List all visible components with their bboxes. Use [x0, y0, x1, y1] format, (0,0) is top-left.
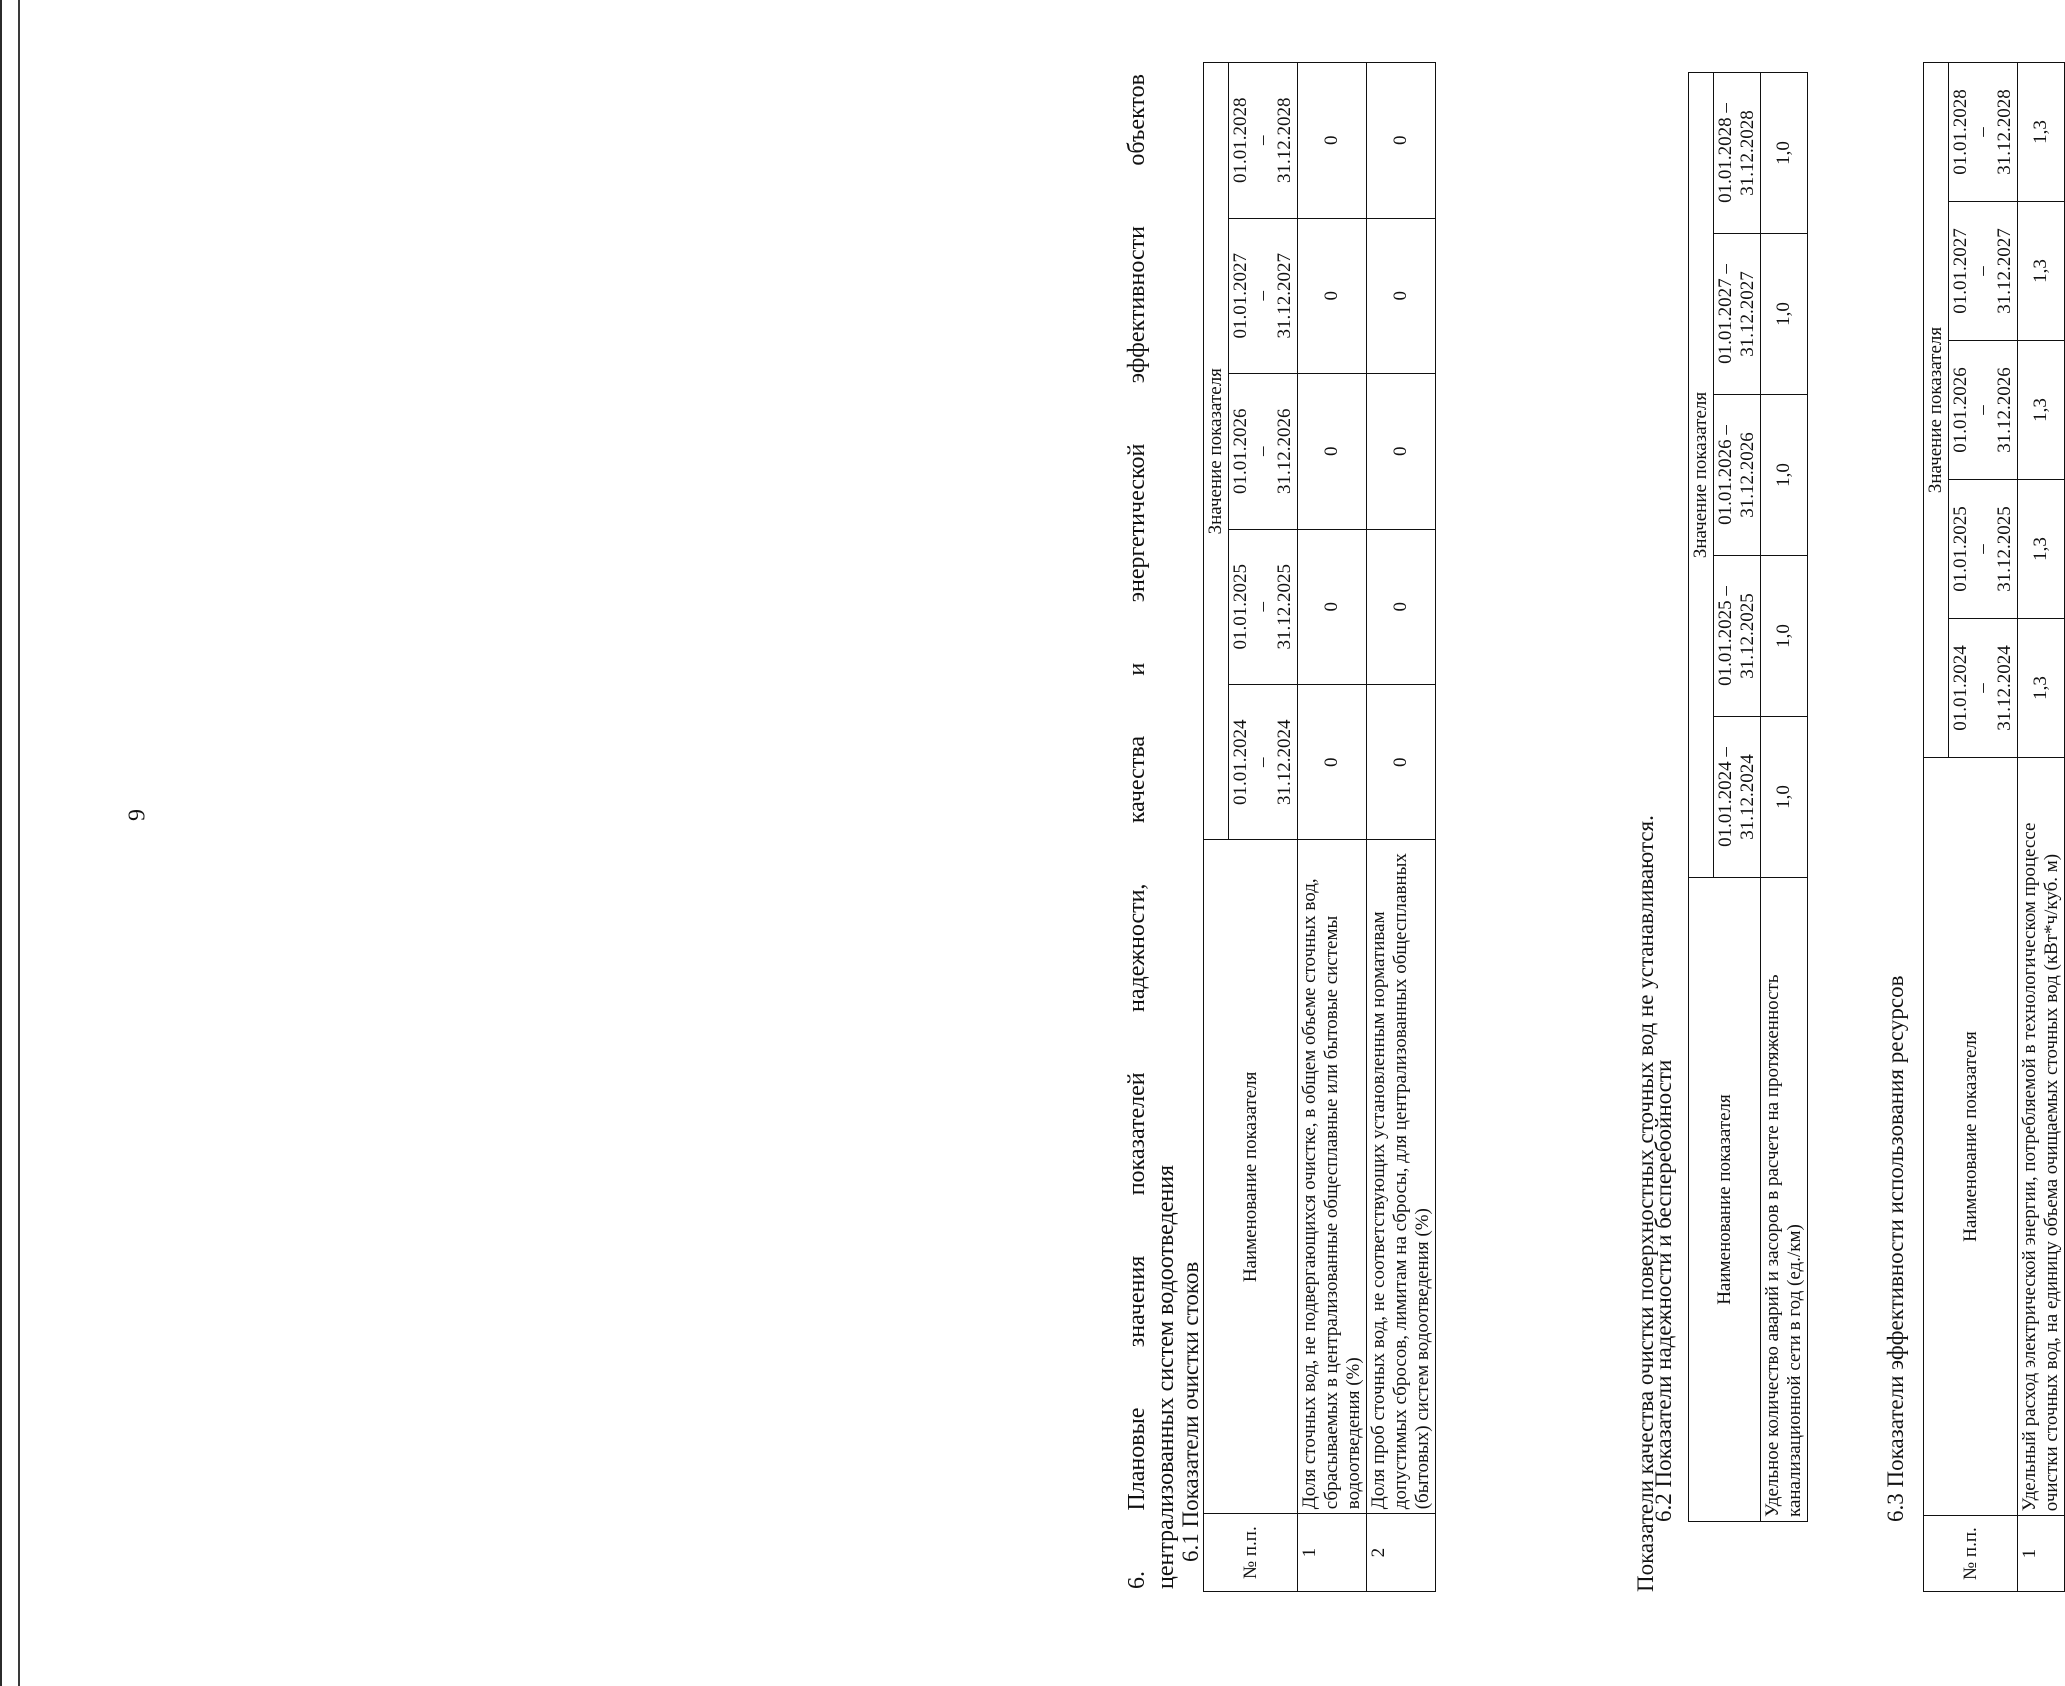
- row-value: 0: [1367, 63, 1436, 219]
- table-row: [2018, 63, 2065, 1592]
- table-row: [1298, 63, 1367, 1592]
- row-num: 1: [2018, 1516, 2065, 1592]
- header-value: Значение показателя: [1689, 73, 1714, 878]
- period-to: 31.12.2027: [1994, 228, 2015, 314]
- period-dash: –: [1972, 266, 1993, 276]
- period-header: [1949, 619, 2018, 758]
- table-row: [1367, 63, 1436, 1592]
- title-word: 6.: [1124, 1571, 1150, 1589]
- row-name: Удельное количество аварий и засоров в расчете на протяженность канализационной сети в год (ед./км): [1761, 878, 1808, 1522]
- row-value: 1,3: [2018, 341, 2065, 480]
- period-header: [1714, 234, 1761, 395]
- header-value: Значение показателя: [1204, 63, 1229, 840]
- period-from: 01.01.2027: [1950, 228, 1971, 314]
- header-value: Значение показателя: [1924, 63, 1949, 758]
- header-num: № п.п.: [1204, 1514, 1298, 1592]
- row-value: 0: [1298, 374, 1367, 529]
- period-from: 01.01.2028: [1950, 89, 1971, 175]
- row-value: 0: [1367, 374, 1436, 529]
- period-to: 31.12.2027: [1274, 253, 1295, 339]
- title-word: объектов: [1124, 74, 1150, 166]
- title-word: качества: [1124, 736, 1150, 824]
- period-from: 01.01.2025 –: [1715, 586, 1736, 686]
- period-to: 31.12.2024: [1737, 754, 1758, 840]
- period-dash: –: [1972, 127, 1993, 137]
- period-from: 01.01.2024 –: [1715, 747, 1736, 847]
- period-to: 31.12.2025: [1994, 506, 2015, 592]
- period-header: [1949, 480, 2018, 619]
- row-value: 0: [1298, 218, 1367, 373]
- section-title: [1123, 74, 1152, 1589]
- row-value: 1,3: [2018, 619, 2065, 758]
- period-header: [1229, 218, 1298, 373]
- period-from: 01.01.2024: [1230, 719, 1251, 805]
- period-from: 01.01.2025: [1950, 506, 1971, 592]
- period-header: [1714, 395, 1761, 556]
- table-reliability-indicators: [1688, 72, 1808, 1522]
- period-from: 01.01.2025: [1230, 564, 1251, 650]
- period-header: [1229, 63, 1298, 219]
- period-header: [1229, 529, 1298, 684]
- title-word: эффективности: [1124, 226, 1150, 384]
- period-from: 01.01.2028: [1230, 97, 1251, 184]
- row-value: 1,0: [1761, 395, 1808, 556]
- row-value: 0: [1367, 218, 1436, 373]
- row-value: 0: [1298, 63, 1367, 219]
- period-header: [1229, 374, 1298, 529]
- row-value: 1,3: [2018, 202, 2065, 341]
- title-word: энергетической: [1124, 443, 1150, 603]
- section-title-line2: централизованных систем водоотведения: [1153, 1164, 1179, 1589]
- table-resource-efficiency: [1923, 62, 2065, 1592]
- rotated-document-body: [1123, 62, 2063, 1592]
- period-from: 01.01.2026: [1230, 408, 1251, 495]
- scan-edge: [18, 0, 20, 1686]
- period-dash: –: [1252, 757, 1273, 767]
- period-header: [1714, 73, 1761, 234]
- period-header: [1229, 685, 1298, 840]
- period-to: 31.12.2028: [1994, 89, 2015, 175]
- title-word: надежности,: [1124, 883, 1150, 1012]
- table-cleaning-indicators: [1203, 62, 1436, 1592]
- period-to: 31.12.2026: [1737, 432, 1758, 518]
- header-name: Наименование показателя: [1204, 840, 1298, 1514]
- period-to: 31.12.2024: [1274, 719, 1295, 805]
- page-number: 9: [124, 809, 151, 821]
- row-value: 1,0: [1761, 717, 1808, 878]
- period-dash: –: [1972, 544, 1993, 554]
- row-value: 0: [1367, 529, 1436, 684]
- period-to: 31.12.2028: [1737, 110, 1758, 196]
- period-from: 01.01.2026 –: [1715, 425, 1736, 525]
- table-row: [1761, 73, 1808, 1522]
- period-to: 31.12.2026: [1994, 367, 2015, 453]
- period-from: 01.01.2027: [1230, 253, 1251, 339]
- period-to: 31.12.2027: [1737, 271, 1758, 357]
- period-dash: –: [1252, 135, 1273, 146]
- subsection-title-6-2: 6.2 Показатели надежности и бесперебойности: [1651, 1059, 1676, 1522]
- header-name: Наименование показателя: [1689, 878, 1761, 1522]
- row-value: 0: [1298, 529, 1367, 684]
- title-word: и: [1124, 662, 1150, 676]
- period-to: 31.12.2026: [1274, 408, 1295, 495]
- subsection-title-6-1: 6.1 Показатели очистки стоков: [1178, 1261, 1203, 1562]
- period-from: 01.01.2026: [1950, 367, 1971, 453]
- period-from: 01.01.2027 –: [1715, 264, 1736, 364]
- period-dash: –: [1972, 405, 1993, 415]
- period-dash: –: [1252, 446, 1273, 457]
- row-value: 1,3: [2018, 480, 2065, 619]
- period-header: [1714, 717, 1761, 878]
- period-dash: –: [1252, 291, 1273, 301]
- row-name: Доля проб сточных вод, не соответствующих установленным нормативам допустимых сбросов, лимитам на сбросы, для централизованных общесплавных (бытовых) систем водоотведения (%): [1367, 840, 1436, 1514]
- row-value: 1,0: [1761, 556, 1808, 717]
- row-num: 2: [1367, 1514, 1436, 1592]
- period-header: [1949, 202, 2018, 341]
- row-value: 0: [1367, 685, 1436, 840]
- title-word: Плановые: [1124, 1407, 1150, 1511]
- period-header: [1949, 63, 2018, 202]
- period-to: 31.12.2025: [1274, 564, 1295, 650]
- row-value: 1,0: [1761, 73, 1808, 234]
- row-name: Удельный расход электрической энергии, потребляемой в технологическом процессе очистки сточных вод, на единицу объема очищаемых сточных вод (кВт*ч/куб. м): [2018, 758, 2065, 1516]
- row-value: 1,0: [1761, 234, 1808, 395]
- row-value: 1,3: [2018, 63, 2065, 202]
- surface-water-note: Показатели качества очистки поверхностных сточных вод не устанавливаются.: [1633, 815, 1658, 1592]
- period-from: 01.01.2028 –: [1715, 103, 1736, 203]
- header-num: № п.п.: [1924, 1516, 2018, 1592]
- period-to: 31.12.2028: [1274, 97, 1295, 184]
- period-header: [1949, 341, 2018, 480]
- header-name: Наименование показателя: [1924, 758, 2018, 1516]
- row-value: 0: [1298, 685, 1367, 840]
- period-dash: –: [1252, 602, 1273, 612]
- period-from: 01.01.2024: [1950, 645, 1971, 731]
- period-to: 31.12.2025: [1737, 593, 1758, 679]
- row-num: 1: [1298, 1514, 1367, 1592]
- title-word: показателей: [1124, 1072, 1150, 1196]
- subsection-title-6-3: 6.3 Показатели эффективности использования ресурсов: [1883, 975, 1908, 1522]
- title-word: значения: [1124, 1255, 1150, 1348]
- row-name: Доля сточных вод, не подвергающихся очистке, в общем объеме сточных вод, сбрасываемых в централизованные общесплавные или бытовые системы водоотведения (%): [1298, 840, 1367, 1514]
- period-to: 31.12.2024: [1994, 645, 2015, 731]
- scan-edge: [0, 0, 2, 1686]
- period-header: [1714, 556, 1761, 717]
- period-dash: –: [1972, 683, 1993, 693]
